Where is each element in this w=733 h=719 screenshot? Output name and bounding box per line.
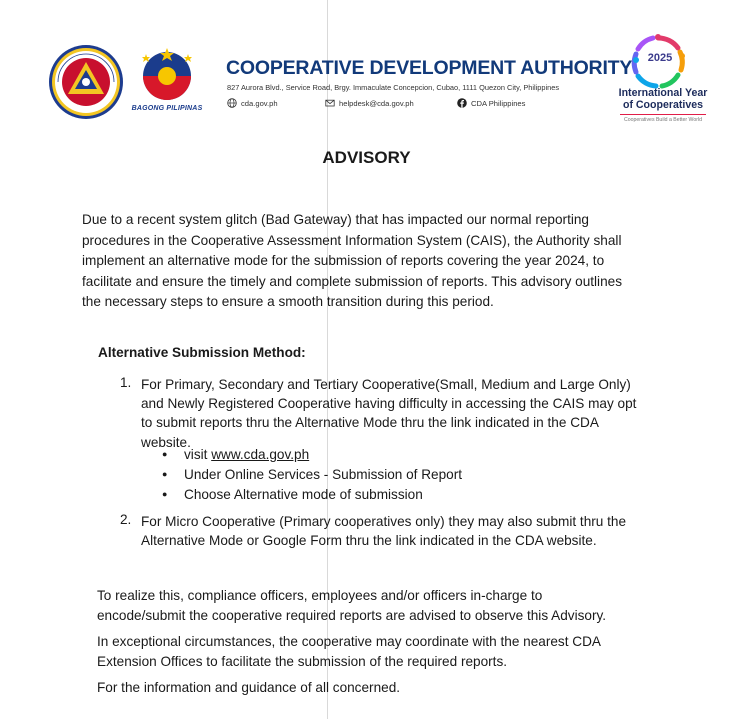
exceptional-paragraph (97, 632, 662, 671)
step-1-text (141, 375, 666, 452)
step-line: website. (141, 434, 191, 450)
email-icon (325, 98, 335, 108)
step-line: For Primary, Secondary and Tertiary Cooperative(Small, Medium and Large Only) (141, 377, 631, 392)
email-contact[interactable] (325, 98, 414, 108)
step-line: For Micro Cooperative (Primary cooperatives only) they may also submit thru the (141, 514, 627, 529)
cda-seal-logo (48, 44, 124, 120)
website-contact[interactable] (227, 98, 278, 108)
bullet-visit-text: visit (184, 447, 212, 462)
intro-line: procedures in the Cooperative Assessment Information System (CAIS), the Authority shall (82, 232, 622, 248)
step-1-number: 1. (120, 375, 132, 390)
section-heading: Alternative Submission Method: (98, 345, 306, 360)
para-line: Extension Offices to facilitate the submission of the required reports. (97, 653, 508, 669)
para-line: To realize this, compliance officers, employees and/or officers in-charge to (97, 588, 543, 603)
intro-paragraph (82, 210, 666, 313)
bullet-item (162, 445, 462, 465)
iyc-tagline: Cooperatives Build a Better World (623, 117, 703, 123)
website-text[interactable]: cda.gov.ph (241, 98, 278, 108)
facebook-text[interactable]: CDA Philippines (471, 98, 526, 108)
iyc-divider (620, 114, 706, 115)
facebook-contact[interactable] (457, 98, 525, 108)
step-line: and Newly Registered Cooperative having difficulty in accessing the CAIS may opt (141, 396, 637, 412)
iyc-title (613, 87, 713, 111)
organization-address: 827 Aurora Blvd., Service Road, Brgy. Immaculate Concepcion, Cubao, 1111 Quezon City, Philippines (227, 83, 560, 92)
compliance-paragraph (97, 586, 662, 625)
advisory-title: ADVISORY (322, 148, 411, 167)
para-line: encode/submit the cooperative required reports are advised to observe this Advisory. (97, 607, 607, 623)
iyc-title-line-2: of Cooperatives (622, 99, 704, 111)
bullet-item: ● Under Online Services - Submission of Report (162, 465, 462, 485)
step-2-number: 2. (120, 512, 132, 527)
cda-website-link[interactable]: www.cda.gov.ph (211, 447, 310, 462)
bagong-pilipinas-label: BAGONG PILIPINAS (131, 105, 203, 112)
closing-paragraph: For the information and guidance of all concerned. (97, 680, 401, 695)
step-2-text (141, 512, 666, 550)
iyc-title-line-1: International Year (618, 87, 708, 99)
organization-name: COOPERATIVE DEVELOPMENT AUTHORITY (226, 57, 633, 79)
facebook-icon (457, 98, 467, 108)
bullet-item: ● Choose Alternative mode of submission (162, 485, 462, 505)
step-line: Alternative Mode or Google Form thru the link indicated in the CDA website. (141, 533, 597, 549)
iyc-year-text: 2025 (647, 52, 673, 64)
step-line: to submit reports thru the Alternative Mode thru the link indicated in the CDA (141, 415, 599, 431)
intro-line: the necessary steps to ensure a smooth transition during this period. (82, 294, 494, 309)
intro-line: Due to a recent system glitch (Bad Gateway) that has impacted our normal reporting (82, 212, 589, 227)
globe-icon (227, 98, 237, 108)
intro-line: implement an alternative mode for the submission of reports covering the year 2024, to (82, 253, 605, 268)
para-line: In exceptional circumstances, the cooperative may coordinate with the nearest CDA (97, 634, 601, 649)
intro-line: facilitate and ensure the timely and complete submission of reports. This advisory outlines (82, 273, 622, 289)
step-1-bullets (162, 445, 462, 504)
email-text[interactable]: helpdesk@cda.gov.ph (339, 98, 414, 108)
